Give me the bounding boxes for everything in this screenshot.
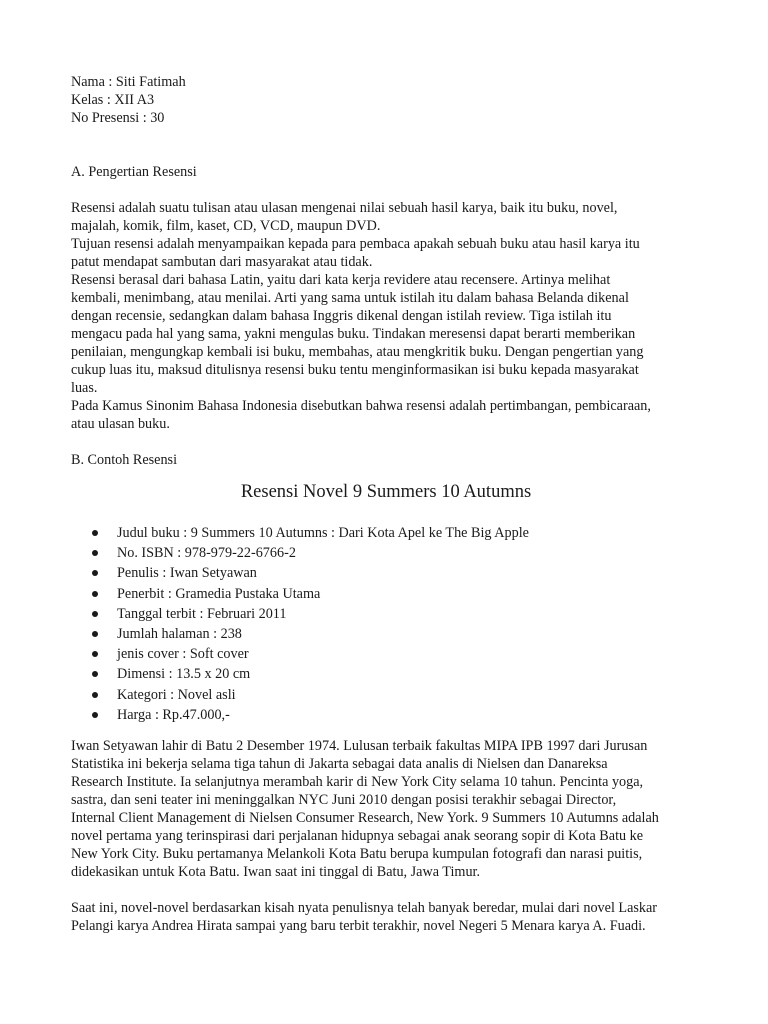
detail-text: Kategori : Novel asli xyxy=(117,686,236,703)
text-line: patut mendapat sambutan dari masyarakat atau tidak. xyxy=(71,254,373,270)
bullet-icon xyxy=(92,712,98,718)
book-details-list xyxy=(71,523,701,725)
detail-text: Tanggal terbit : Februari 2011 xyxy=(117,605,287,622)
bullet-icon xyxy=(92,550,98,556)
spacer xyxy=(71,127,701,145)
text-line: didekasikan untuk Kota Batu. Iwan saat ini tinggal di Batu, Jawa Timur. xyxy=(71,864,481,881)
list-item xyxy=(71,543,701,563)
text-line: Research Institute. Ia selanjutnya merambah karir di New York City selama 10 tahun. Pencinta yoga, xyxy=(71,774,644,791)
text-line: mengacu pada hal yang sama, yakni mengulas buku. Tindakan meresensi dapat berarti memberikan xyxy=(71,326,636,342)
student-name: Nama : Siti Fatimah xyxy=(71,74,186,90)
spacer xyxy=(71,881,701,899)
text-line: cukup luas itu, maksud ditulisnya resensi buku tentu menginformasikan isi buku kepada masyarakat xyxy=(71,362,639,378)
list-item xyxy=(71,664,701,684)
text-line: novel pertama yang terinspirasi dari perjalanan hidupnya sebagai anak seorang sopir di Kota Batu ke xyxy=(71,828,644,845)
text-line: Pelangi karya Andrea Hirata sampai yang baru terbit terakhir, novel Negeri 5 Menara karya A. Fuadi. xyxy=(71,918,646,935)
list-item xyxy=(71,685,701,705)
text-line: Resensi berasal dari bahasa Latin, yaitu dari kata kerja revidere atau recensere. Artinya melihat xyxy=(71,272,611,288)
document-page xyxy=(71,73,701,935)
student-attendance-number: No Presensi : 30 xyxy=(71,110,165,126)
text-line: New York City. Buku pertamanya Melankoli Kota Batu berupa kumpulan fotografi dan narasi puitis, xyxy=(71,846,643,863)
text-line: sastra, dan seni teater ini meninggalkan NYC Juni 2010 dengan posisi terakhir sebagai Director, xyxy=(71,792,617,809)
text-line: luas. xyxy=(71,380,98,396)
detail-text: Jumlah halaman : 238 xyxy=(117,626,242,643)
student-class: Kelas : XII A3 xyxy=(71,92,155,108)
author-paragraph xyxy=(71,737,701,881)
detail-text: Dimensi : 13.5 x 20 cm xyxy=(117,666,251,683)
text-line: kembali, menimbang, atau menilai. Arti yang sama untuk istilah itu dalam bahasa Belanda dikenal xyxy=(71,290,629,306)
bullet-icon xyxy=(92,611,98,617)
section-a-body xyxy=(71,199,701,433)
text-line: Internal Client Management di Nielsen Consumer Research, New York. 9 Summers 10 Autumns adalah xyxy=(71,810,659,827)
text-line: Pada Kamus Sinonim Bahasa Indonesia disebutkan bahwa resensi adalah pertimbangan, pembicaraan, xyxy=(71,398,651,414)
text-line: atau ulasan buku. xyxy=(71,416,170,432)
detail-text: jenis cover : Soft cover xyxy=(117,646,249,663)
text-line: Tujuan resensi adalah menyampaikan kepada para pembaca apakah sebuah buku atau hasil karya itu xyxy=(71,236,640,252)
bullet-icon xyxy=(92,591,98,597)
context-paragraph xyxy=(71,899,701,935)
spacer xyxy=(71,145,701,163)
list-item xyxy=(71,644,701,664)
student-info xyxy=(71,73,701,127)
review-title: Resensi Novel 9 Summers 10 Autumns xyxy=(240,482,532,502)
list-item xyxy=(71,624,701,644)
detail-text: No. ISBN : 978-979-22-6766-2 xyxy=(117,545,296,562)
text-line: Resensi adalah suatu tulisan atau ulasan mengenai nilai sebuah hasil karya, baik itu buku, novel, xyxy=(71,200,618,216)
list-item xyxy=(71,705,701,725)
spacer xyxy=(71,433,701,451)
bullet-icon xyxy=(92,530,98,536)
text-line: Iwan Setyawan lahir di Batu 2 Desember 1974. Lulusan terbaik fakultas MIPA IPB 1997 dari Jurusan xyxy=(71,738,648,755)
bullet-icon xyxy=(92,570,98,576)
section-b-heading: B. Contoh Resensi xyxy=(71,452,178,468)
bullet-icon xyxy=(92,692,98,698)
bullet-icon xyxy=(92,651,98,657)
text-line: Saat ini, novel-novel berdasarkan kisah nyata penulisnya telah banyak beredar, mulai dari novel Laskar xyxy=(71,900,658,917)
detail-text: Judul buku : 9 Summers 10 Autumns : Dari Kota Apel ke The Big Apple xyxy=(117,525,529,541)
spacer xyxy=(71,181,701,199)
text-line: Statistika ini bekerja selama tiga tahun di Jakarta sebagai data analis di Nielsen dan Danareksa xyxy=(71,756,608,773)
detail-text: Penulis : Iwan Setyawan xyxy=(117,565,257,582)
list-item xyxy=(71,563,701,583)
detail-text: Harga : Rp.47.000,- xyxy=(117,706,230,723)
text-line: penilaian, mengungkap kembali isi buku, membahas, atau mengkritik buku. Dengan pengertian yang xyxy=(71,344,644,360)
list-item xyxy=(71,523,701,543)
list-item xyxy=(71,584,701,604)
list-item xyxy=(71,604,701,624)
text-line: majalah, komik, film, kaset, CD, VCD, maupun DVD. xyxy=(71,218,381,234)
bullet-icon xyxy=(92,631,98,637)
section-a-heading: A. Pengertian Resensi xyxy=(71,164,197,180)
detail-text: Penerbit : Gramedia Pustaka Utama xyxy=(117,585,321,602)
text-line: dengan recensie, sedangkan dalam bahasa Inggris dikenal dengan istilah review. Tiga istilah itu xyxy=(71,308,612,324)
bullet-icon xyxy=(92,671,98,677)
